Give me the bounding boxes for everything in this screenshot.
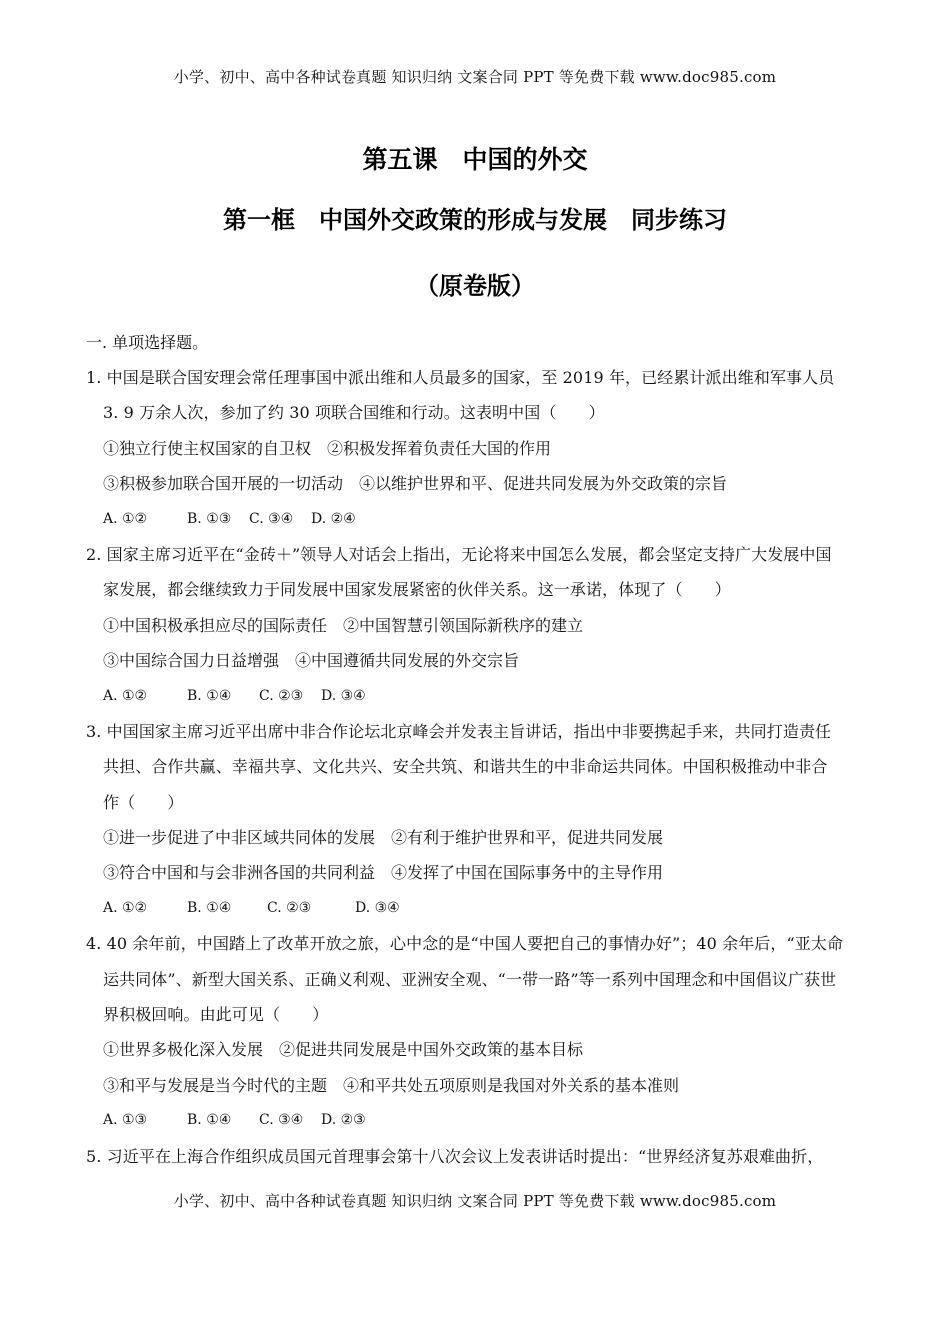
question-text-line: 3. 9 万余人次，参加了约 30 项联合国维和行动。这表明中国（ ） [103,403,605,423]
choice-b: B. ①④ [187,899,232,916]
option-line: ③积极参加联合国开展的一切活动 ④以维护世界和平、促进共同发展为外交政策的宗旨 [103,474,728,494]
choice-d: D. ③④ [321,687,366,704]
question-1 [86,360,868,537]
option-line: ③符合中国和与会非洲各国的共同利益 ④发挥了中国在国际事务中的主导作用 [103,863,664,883]
choice-d: D. ③④ [355,899,400,916]
question-4 [86,926,868,1138]
section-title: 第一框 中国外交政策的形成与发展 同步练习 [223,206,727,234]
page-header: 小学、初中、高中各种试卷真题 知识归纳 文案合同 PPT 等免费下载 www.doc985.com [173,68,777,86]
option-line: ③和平与发展是当今时代的主题 ④和平共处五项原则是我国对外关系的基本准则 [103,1075,680,1095]
question-text-line: 1. 中国是联合国安理会常任理事国中派出维和人员最多的国家，至 2019 年，已经累计派出维和军事人员 [86,368,835,387]
answer-choices [86,502,868,537]
choice-b: B. ①③ [187,510,232,527]
question-text-line: 作（ ） [103,792,184,812]
option-line: ①中国积极承担应尽的国际责任 ②中国智慧引领国际新秩序的建立 [103,615,584,635]
choice-d: D. ②④ [311,510,356,527]
section-heading: 一. 单项选择题。 [86,333,209,352]
edition-label: （原卷版） [415,272,535,300]
question-text-line: 2. 国家主席习近平在“金砖＋”领导人对话会上指出，无论将来中国怎么发展，都会坚定支持广大发展中国 [86,544,832,564]
question-text-line: 4. 40 余年前，中国踏上了改革开放之旅，心中念的是“中国人要把自己的事情办好”；40 余年后，“亚太命 [86,934,844,954]
choice-b: B. ①④ [187,687,232,704]
question-5 [86,1139,868,1174]
answer-choices [86,891,868,926]
page-footer: 小学、初中、高中各种试卷真题 知识归纳 文案合同 PPT 等免费下载 www.doc985.com [173,1192,777,1210]
question-3 [86,714,868,926]
option-line: ①独立行使主权国家的自卫权 ②积极发挥着负责任大国的作用 [103,438,552,458]
question-text-line: 家发展，都会继续致力于同发展中国家发展紧密的伙伴关系。这一承诺，体现了（ ） [103,580,731,600]
choice-a: A. ①② [103,899,148,916]
question-text-line: 界积极回响。由此可见（ ） [103,1005,329,1025]
option-line: ①世界多极化深入发展 ②促进共同发展是中国外交政策的基本目标 [103,1040,584,1060]
question-content [86,326,868,1174]
question-text-line: 3. 中国国家主席习近平出席中非合作论坛北京峰会并发表主旨讲话，指出中非要携起手来，共同打造责任 [86,721,832,741]
choice-a: A. ①② [103,510,148,527]
option-line: ③中国综合国力日益增强 ④中国遵循共同发展的外交宗旨 [103,651,520,671]
choice-a: A. ①② [103,687,148,704]
question-text-line: 运共同体”、新型大国关系、正确义利观、亚洲安全观、“一带一路”等一系列中国理念和中国倡议广获世 [103,969,837,989]
choice-a: A. ①③ [103,1112,148,1129]
answer-choices [86,679,868,714]
lesson-title: 第五课 中国的外交 [362,145,588,174]
choice-c: C. ③④ [249,510,294,527]
question-text-line: 共担、合作共赢、幸福共享、文化共兴、安全共筑、和谐共生的中非命运共同体。中国积极推动中非合 [103,757,828,777]
choice-c: C. ③④ [259,1112,304,1129]
option-line: ①进一步促进了中非区域共同体的发展 ②有利于维护世界和平，促进共同发展 [103,828,664,848]
choice-c: C. ②③ [267,899,312,916]
question-text-line: 5. 习近平在上海合作组织成员国元首理事会第十八次会议上发表讲话时提出：“世界经济复苏艰难曲折， [86,1146,824,1166]
choice-d: D. ②③ [321,1112,366,1129]
question-2 [86,537,868,714]
choice-b: B. ①④ [187,1112,232,1129]
answer-choices [86,1103,868,1138]
choice-c: C. ②③ [259,687,304,704]
